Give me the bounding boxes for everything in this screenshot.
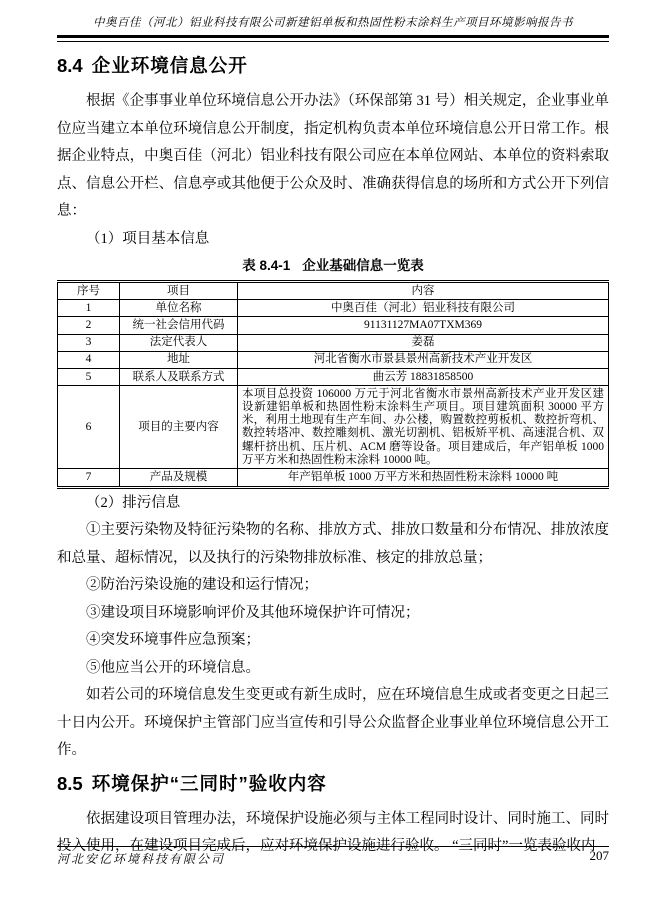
pollution-list-item-2: ②防治污染设施的建设和运行情况； <box>86 577 318 594</box>
cell-seq: 3 <box>58 334 120 351</box>
cell-content: 91131127MA07TXM369 <box>238 317 609 334</box>
pollution-list-item-5: ⑤他应当公开的环境信息。 <box>86 659 260 676</box>
cell-item: 联系人及联系方式 <box>120 369 238 386</box>
page-header <box>57 0 609 42</box>
cell-content: 中奥百佳（河北）铝业科技有限公司 <box>238 300 609 317</box>
column-header-item: 项目 <box>120 282 238 300</box>
page-header-title: 中奥百佳（河北）铝业科技有限公司新建铝单板和热固性粉末涂料生产项目环境影响报告书 <box>93 17 573 29</box>
paragraph-update-rule: 如若公司的环境信息发生变更或有新生成时，应在环境信息生成或者变更之日起三十日内公开。环境保护主管部门应当宣传和引导公众监督企业事业单位环境信息公开工作。 <box>57 687 609 759</box>
column-header-seq: 序号 <box>58 282 120 300</box>
pollution-list-item-1: ①主要污染物及特征污染物的名称、排放方式、排放口数量和分布情况、排放浓度和总量、超标情况，以及执行的污染物排放标准、核定的排放总量； <box>57 522 609 566</box>
cell-content: 河北省衡水市景县景州高新技术产业开发区 <box>238 351 609 368</box>
paragraph-three-simultaneous: 依据建设项目管理办法，环境保护设施必须与主体工程同时设计、同时施工、同时投入使用，在建设项目完成后，应对环境保护设施进行验收。 “三同时”一览表验收内 <box>57 810 609 855</box>
cell-content: 姜磊 <box>238 334 609 351</box>
footer-company-name: 河北安亿环境科技有限公司 <box>57 852 226 866</box>
cell-seq: 5 <box>58 369 120 386</box>
list-item-discharge-info: （2）排污信息 <box>86 494 181 511</box>
table-row <box>58 317 609 334</box>
section-8-5-heading <box>57 771 609 797</box>
header-rule <box>57 35 609 42</box>
table-row <box>58 386 609 469</box>
page-footer <box>57 846 609 867</box>
document-body <box>57 47 609 861</box>
cell-item: 地址 <box>120 351 238 368</box>
table-caption-title: 企业基础信息一览表 <box>302 258 424 273</box>
cell-seq: 4 <box>58 351 120 368</box>
table-row <box>58 369 609 386</box>
table-row <box>58 469 609 487</box>
section-8-5-title: 环境保护“三同时”验收内容 <box>91 772 327 794</box>
cell-content: 曲云芳 18831858500 <box>238 369 609 386</box>
table-caption-label: 表 8.4-1 <box>242 258 291 273</box>
footer-page-number: 207 <box>589 848 609 863</box>
table-row <box>58 300 609 317</box>
table-row <box>58 334 609 351</box>
table-caption <box>57 256 609 276</box>
section-8-4-number: 8.4 <box>57 55 83 76</box>
footer-row <box>57 847 609 867</box>
table-header-row <box>58 282 609 300</box>
column-header-content: 内容 <box>238 282 609 300</box>
table-row <box>58 351 609 368</box>
cell-item: 单位名称 <box>120 300 238 317</box>
cell-content: 年产铝单板 1000 万平方米和热固性粉末涂料 10000 吨 <box>238 469 609 487</box>
section-8-4-heading <box>57 53 609 79</box>
paragraph-info-disclosure: 根据《企事事业单位环境信息公开办法》（环保部第 31 号）相关规定，企业事业单位应当建立本单位环境信息公开制度，指定机构负责本单位环境信息公开日常工作。根据企业特点，中奥百佳（河北）铝业科技有限公司应在本单位网站、本单位的资料索取点、信息公开栏、信息亭或其他便于公众及时、准确获得信息的场所和方式公开下列信息： <box>57 93 609 219</box>
cell-seq: 6 <box>58 386 120 469</box>
cell-item: 统一社会信用代码 <box>120 317 238 334</box>
cell-seq: 1 <box>58 300 120 317</box>
cell-content: 本项目总投资 106000 万元于河北省衡水市景州高新技术产业开发区建设新建铝单板和热固性粉末涂料生产项目。项目建筑面积 30000 平方米，利用土地现有生产车间、办公楼，购置数控剪板机、数控折弯机、数控转塔冲、数控雕刻机、激光切割机、铝板矫平机、高速混合机、双螺杆挤出机、压片机、ACM 磨等设备。项目建成后，年产铝单板 1000 万平方米和热固性粉末涂料 10000 吨。 <box>238 386 609 469</box>
section-8-4-title: 企业环境信息公开 <box>91 55 248 76</box>
pollution-list-item-4: ④突发环境事件应急预案； <box>86 632 260 649</box>
cell-item: 法定代表人 <box>120 334 238 351</box>
list-item-basic-info: （1）项目基本信息 <box>86 230 210 247</box>
cell-seq: 2 <box>58 317 120 334</box>
pollution-list-item-3: ③建设项目环境影响评价及其他环境保护许可情况； <box>86 604 420 621</box>
cell-seq: 7 <box>58 469 120 487</box>
cell-item: 产品及规模 <box>120 469 238 487</box>
section-8-5-number: 8.5 <box>57 772 83 794</box>
basic-info-table <box>57 280 609 489</box>
cell-item: 项目的主要内容 <box>120 386 238 469</box>
pollution-info-list <box>57 517 609 682</box>
